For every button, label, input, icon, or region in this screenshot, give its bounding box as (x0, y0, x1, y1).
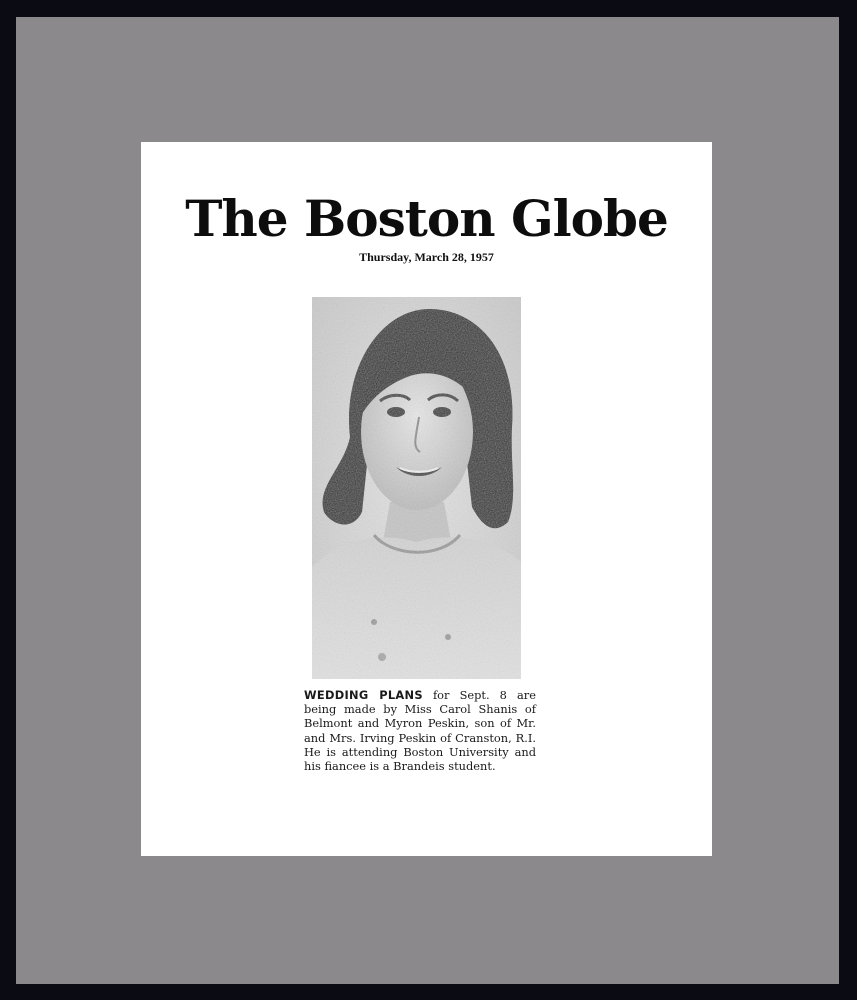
photo-caption (304, 688, 536, 773)
newspaper-masthead: The Boston Globe (185, 189, 668, 248)
caption-body: for Sept. 8 are being made by Miss Carol Shanis of Belmont and Myron Peskin, son of Mr. and Mrs. Irving Peskin of Cranston, R.I. He is attending Boston University and his fiancee is a Brandeis student. (304, 688, 536, 774)
portrait-photo (312, 297, 521, 679)
newspaper-clipping (141, 142, 712, 856)
issue-date: Thursday, March 28, 1957 (359, 250, 494, 264)
caption-lead: WEDDING PLANS (304, 688, 423, 702)
